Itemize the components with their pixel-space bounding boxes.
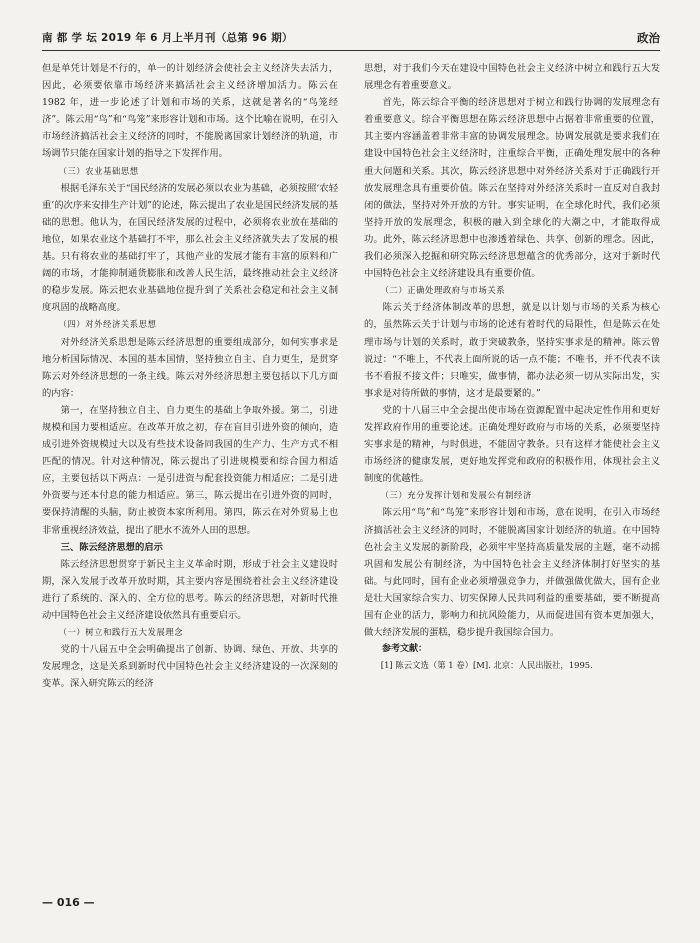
paragraph: 对外经济关系思想是陈云经济思想的重要组成部分，如何实事求是地分析国际情况、本国的基本国情，坚持独立自主、自力更生，是贯穿陈云对外经济思想的一条主线。陈云对外经济思想主要包括以下几方面的内容：: [42, 336, 338, 399]
left-column: [42, 60, 338, 692]
paragraph: 党的十八届五中全会明确提出了创新、协调、绿色、开放、共享的发展理念，这是关系到新时代中国特色社会主义经济建设的一次深刻的变革。深入研究陈云的经济: [42, 644, 338, 690]
paragraph: 首先，陈云综合平衡的经济思想对于树立和践行协调的发展理念有着重要意义。综合平衡思想在陈云经济思想中占据着非常重要的位置，其主要内容涵盖着非常丰富的协调发展理念。协调发展就是要求我们在建设中国特色社会主义经济时，注重综合平衡，正确处理发展中的各种重大问题和关系。其次，陈云经济思想中对外经济关系对于正确践行开放发展理念具有重要价值。陈云在坚持对外经济关系时一直反对自我封闭的做法，坚持对外开放的方针。事实证明，在全球化时代，我们必须坚持开放的发展理念，积极的融入到全球化的大潮之中，才能取得成功。此外，陈云经济思想中也渗透着绿色、共享、创新的理念。因此，我们必须深入挖掘和研究陈云经济思想蕴含的优秀部分，这对于新时代中国特色社会主义经济建设具有重要价值。: [364, 97, 660, 280]
paragraph: 陈云经济思想贯穿于新民主主义革命时期，形成于社会主义建设时期，深入发展于改革开放时期，其主要内容是围绕着社会主义经济建设进行了系统的、深入的、全方位的思考。陈云的经济思想，对新时代推动中国特色社会主义经济建设依然具有重要启示。: [42, 558, 338, 621]
paragraph: 根据毛泽东关于“国民经济的发展必须以农业为基础，必须按照‘农轻重’的次序来安排生产计划”的论述，陈云提出了农业是国民经济发展的基础的思想。他认为，在国民经济发展的过程中，必须将农业放在基础的地位，如果农业这个基础打不牢，那么社会主义经济就失去了发展的根基。只有将农业的基础打牢了，其他产业的发展才能有丰富的原料和广阔的市场，才能抑制通货膨胀和改善人民生活，最终推动社会主义经济的稳步发展。陈云把农业基础地位提升到了关系社会稳定和社会主义制度巩固的战略高度。: [42, 182, 338, 314]
references-title: 参考文献：: [382, 644, 428, 655]
subheading: （四）对外经济关系思想: [58, 319, 157, 330]
subheading: （三）农业基础思想: [58, 165, 139, 176]
reference-item: [1] 陈云文选（第 1 卷）[M]. 北京：人民出版社，1995.: [380, 660, 593, 671]
paragraph: 陈云用“鸟”和“鸟笼”来形容计划和市场，意在说明，在引入市场经济搞活社会主义经济的同时，不能脱离国家计划经济的轨道。在中国特色社会主义发展的新阶段，必须牢牢坚持高质量发展的主题，毫不动摇巩固和发展公有制经济，为中国特色社会主义经济体制打好坚实的基础。与此同时，国有企业必须增强竞争力，并做强做优做大，国有企业是壮大国家综合实力、切实保障人民共同利益的重要基础，要不断提高国有企业的活力，影响力和抗风险能力，从而促进国有资本更加强大，做大经济发展的蛋糕，稳步提升我国综合国力。: [364, 507, 660, 639]
paragraph: 陈云关于经济体制改革的思想，就是以计划与市场的关系为核心的，虽然陈云关于计划与市场的论述有着时代的局限性，但是陈云在处理市场与计划的关系时，敢于突破教条，坚持实事求是的精神。陈云曾说过：“不唯上，不代表上面所说的话一点不能；不唯书，并不代表不读书不看报不接文件；只唯实，做事情，都办法必须一切从实际出发，实事求是对待所做的事情，这才是最要紧的。”: [364, 302, 660, 399]
section-label: 政治: [637, 31, 660, 45]
header-divider: [42, 50, 660, 51]
section-heading: 三、陈云经济思想的启示: [60, 541, 163, 553]
right-column: [364, 60, 660, 672]
journal-title: 南 都 学 坛 2019 年 6 月上半月刊（总第 96 期）: [42, 32, 293, 44]
page-number: — 016 —: [42, 896, 95, 909]
paragraph: 但是单凭计划是不行的，单一的计划经济会使社会主义经济失去活力，因此，必须要依靠市场经济来搞活社会主义经济增加活力。陈云在 1982 年，进一步论述了计划和市场的关系，这就是著名的“鸟笼经济”。陈云用“鸟”和“鸟笼”来形容计划和市场。这个比喻在说明，在引入市场经济搞活社会主义经济的同时，不能脱离国家计划经济的轨道，市场调节只能在国家计划的指导之下发挥作用。: [42, 63, 338, 160]
paragraph: 第一，在坚持独立自主、自力更生的基础上争取外援。第二，引进规模和国力要相适应。在改革开放之初，存在盲目引进外资的倾向，造成引进外资规模过大以及有些技术设备同我国的生产力、生产方式不相匹配的情况。针对这种情况，陈云提出了引进规模要和综合国力相适应，主要包括以下两点：一是引进资与配套投资能力相适应；二是引进外资要与还本付息的能力相适应。第三，陈云提出在引进外资的同时，要保持清醒的头脑，防止被资本家所利用。第四，陈云在对外贸易上也非常重视经济效益，提出了肥水不流外人田的思想。: [42, 404, 338, 536]
paragraph: 党的十八届三中全会提出使市场在资源配置中起决定性作用和更好发挥政府作用的重要论述。正确处理好政府与市场的关系，必须要坚持实事求是的精神，与时俱进，不能固守教条。只有这样才能使社会主义市场经济的健康发展，更好地发挥党和政府的积极作用，体现社会主义制度的优越性。: [364, 404, 660, 485]
subheading: （一）树立和践行五大发展理念: [58, 627, 184, 638]
paragraph: 思想，对于我们今天在建设中国特色社会主义经济中树立和践行五大发展理念有着重要意义。: [364, 63, 660, 92]
subheading: （三）充分发挥计划和发展公有制经济: [380, 490, 532, 501]
subheading: （二）正确处理政府与市场关系: [380, 285, 506, 296]
running-header: [42, 28, 660, 48]
